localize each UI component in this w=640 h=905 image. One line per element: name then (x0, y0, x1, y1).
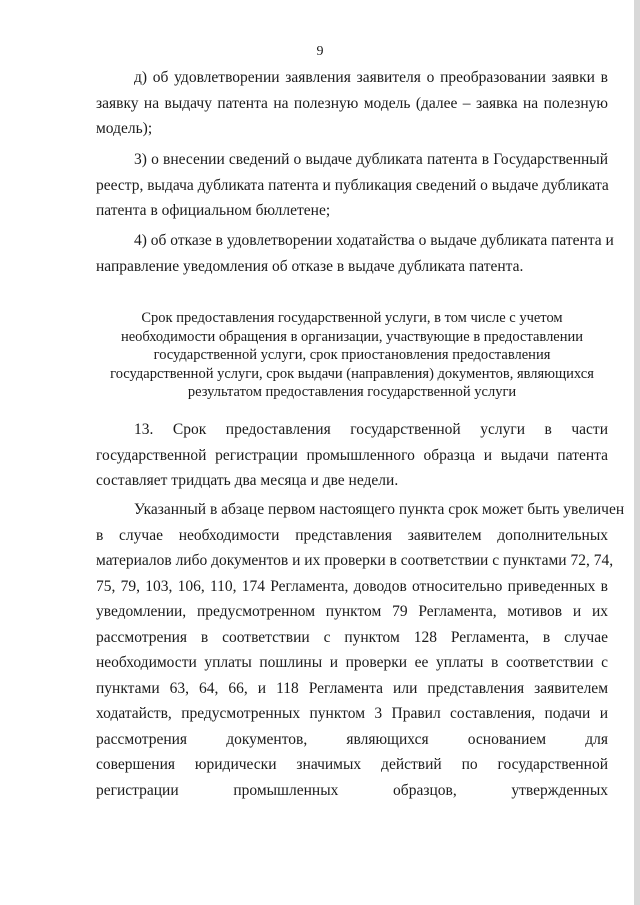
text-line: Указанный в абзаце первом настоящего пункта срок может быть увеличен (134, 501, 625, 518)
text-line: направление уведомления об отказе в выдаче дубликата патента. (96, 257, 524, 275)
text-line: государственной регистрации промышленного образца и выдачи патента (96, 446, 608, 464)
text-line: в случае необходимости представления заявителем дополнительных (96, 526, 608, 544)
text-line: регистрации промышленных образцов, утвержденных (96, 781, 608, 799)
text-line: необходимости уплаты пошлины и проверки ее уплаты в соответствии с (96, 654, 608, 671)
text-line: рассмотрения в соответствии с пунктом 128 Регламента, в случае (96, 628, 608, 646)
list-item-3 (96, 147, 608, 224)
text-line: ходатайств, предусмотренных пунктом 3 Правил составления, подачи и (96, 705, 608, 722)
heading-line: необходимости обращения в организации, участвующие в предоставлении (120, 328, 584, 345)
section-heading (96, 309, 608, 402)
paragraph-13 (96, 417, 608, 494)
text-line: материалов либо документов и их проверки в соответствии с пунктами 72, 74, (96, 552, 614, 569)
paragraph-extension (96, 497, 625, 803)
page-number: 9 (316, 44, 324, 59)
text-line: 75, 79, 103, 106, 110, 174 Регламента, доводов относительно приведенных в (96, 577, 608, 595)
text-line: заявку на выдачу патента на полезную модель (далее – заявка на полезную (96, 94, 608, 112)
text-line: пунктами 63, 64, 66, и 118 Регламента или представления заявителем (96, 679, 608, 697)
heading-line: государственной услуги, срок приостановления предоставления (153, 347, 551, 363)
text-line: патента в официальном бюллетене; (96, 202, 331, 219)
text-line: 4) об отказе в удовлетворении ходатайства о выдаче дубликата патента и (134, 232, 614, 249)
text-line: 3) о внесении сведений о выдаче дубликата патента в Государственный (134, 151, 608, 168)
text-line: д) об удовлетворении заявления заявителя о преобразовании заявки в (134, 69, 608, 86)
text-line: модель); (96, 120, 153, 137)
heading-line: Срок предоставления государственной услуги, в том числе с учетом (141, 310, 563, 326)
text-line: совершения юридически значимых действий по государственной (96, 756, 608, 773)
heading-line: государственной услуги, срок выдачи (направления) документов, являющихся (110, 365, 594, 382)
text-line: составляет тридцать два месяца и две недели. (96, 472, 399, 489)
text-line: уведомлении, предусмотренном пунктом 79 Регламента, мотивов и их (96, 603, 608, 620)
page-edge-shadow (634, 0, 640, 905)
text-line: рассмотрения документов, являющихся основанием для (96, 730, 608, 748)
heading-line: результатом предоставления государственной услуги (187, 384, 517, 400)
list-item-4 (96, 228, 614, 279)
list-item-d (96, 65, 608, 142)
text-line: 13. Срок предоставления государственной услуги в части (134, 421, 608, 438)
text-line: реестр, выдача дубликата патента и публикация сведений о выдаче дубликата (96, 176, 609, 194)
